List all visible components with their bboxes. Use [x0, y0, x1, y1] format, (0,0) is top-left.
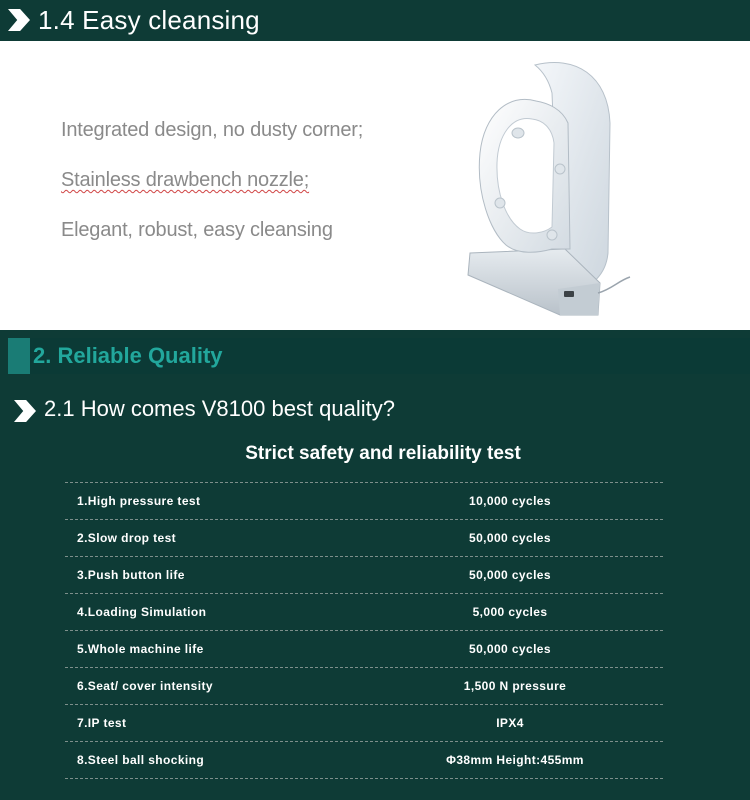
feature-list: [61, 119, 363, 269]
chevron-right-icon: [8, 9, 30, 31]
test-name: 3.Push button life: [77, 568, 185, 582]
test-name: 8.Steel ball shocking: [77, 753, 205, 767]
test-value: 50,000 cycles: [469, 531, 551, 545]
feature-item: Elegant, robust, easy cleansing: [61, 219, 333, 241]
product-showcase: [0, 41, 750, 330]
section-header-reliable-quality: [8, 338, 750, 374]
subsection-title: 2.1 How comes V8100 best quality?: [44, 396, 395, 421]
table-row: [65, 668, 663, 704]
reliability-section: [0, 330, 750, 800]
table-row: [65, 520, 663, 556]
section-header-easy-cleansing: [0, 0, 750, 41]
table-row: [65, 742, 663, 778]
test-value: IPX4: [496, 716, 524, 730]
section-title: 2. Reliable Quality: [33, 343, 223, 368]
feature-item: Integrated design, no dusty corner;: [61, 119, 364, 141]
feature-item: [61, 169, 363, 219]
table-title: Strict safety and reliability test: [245, 443, 521, 464]
table-row: [65, 705, 663, 741]
accent-block: [8, 338, 30, 374]
test-value: 50,000 cycles: [469, 642, 551, 656]
feature-text: Stainless drawbench nozzle;: [61, 169, 310, 191]
table-row: [65, 631, 663, 667]
test-value: Φ38mm Height:455mm: [446, 753, 584, 767]
test-name: 2.Slow drop test: [77, 531, 177, 545]
test-name: 7.IP test: [77, 716, 127, 730]
test-name: 1.High pressure test: [77, 494, 201, 508]
test-value: 50,000 cycles: [469, 568, 551, 582]
chevron-right-icon: [14, 400, 36, 422]
test-name: 6.Seat/ cover intensity: [77, 679, 213, 693]
table-row: [65, 594, 663, 630]
test-value: 10,000 cycles: [469, 494, 551, 508]
divider: [65, 778, 663, 779]
test-value: 5,000 cycles: [472, 605, 548, 619]
table-row: [65, 557, 663, 593]
section-title: 1.4 Easy cleansing: [38, 5, 260, 35]
test-table: [65, 482, 663, 779]
test-name: 5.Whole machine life: [77, 642, 204, 656]
test-name: 4.Loading Simulation: [77, 605, 207, 619]
table-row: [65, 483, 663, 519]
test-value: 1,500 N pressure: [463, 679, 567, 693]
toilet-seat-image: [440, 53, 640, 323]
